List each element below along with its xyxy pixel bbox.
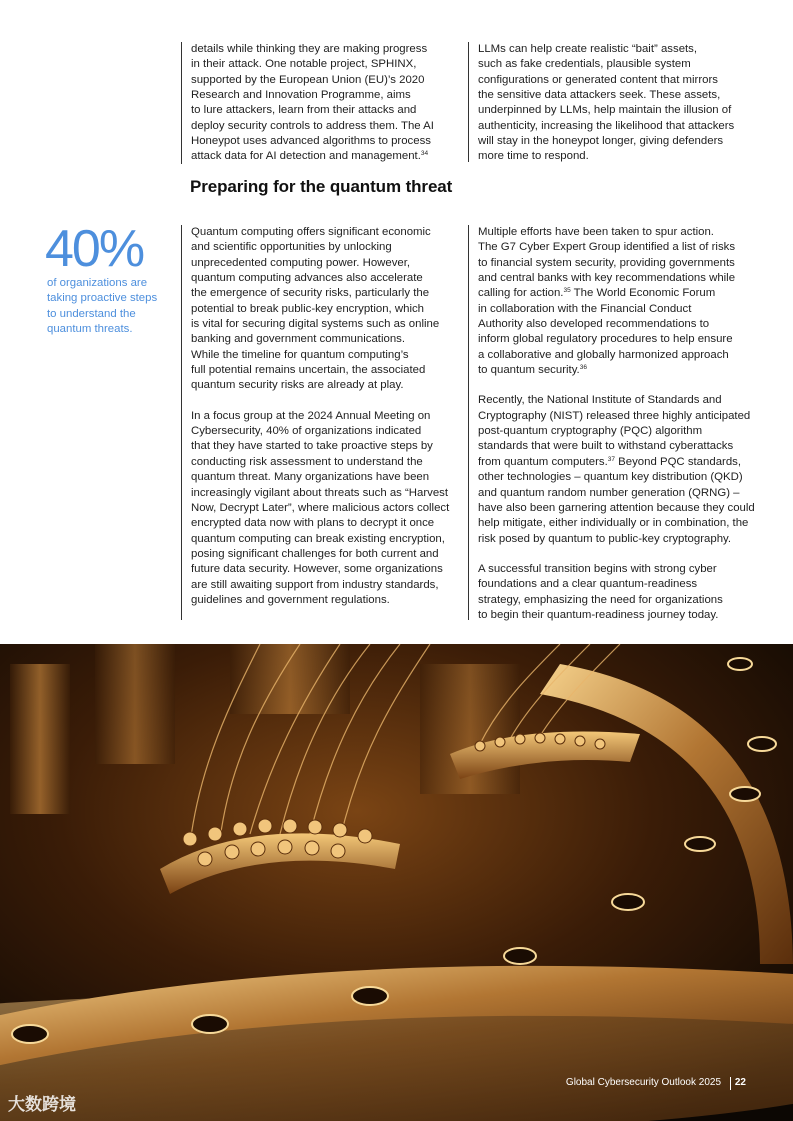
quantum-computer-photo <box>0 644 793 1121</box>
watermark: 大数跨境 <box>8 1095 76 1114</box>
column-b <box>468 225 758 620</box>
footnote-ref[interactable]: 36 <box>579 364 587 372</box>
stat-caption: of organizations are taking proactive steps to understand the quantum threats. <box>47 277 158 336</box>
column-a <box>181 225 461 620</box>
footnote-ref[interactable]: 35 <box>563 287 571 295</box>
section-heading: Preparing for the quantum threat <box>190 177 453 196</box>
page-number: 22 <box>734 1077 746 1088</box>
paragraph: Quantum computing offers significant economic and scientific opportunities by unlocking unprecedented computing power. However, quantum computing advances also accelerate the emergence of security risks, particularly the potential to break public-key encryption, which is vital for securing digital systems such as online banking and government communications. While the timeline for quantum computing’s full potential remains uncertain, the associated quantum security risks are already at play. <box>191 226 440 392</box>
footnote-ref[interactable]: 37 <box>607 455 616 463</box>
column-a-top <box>181 42 461 164</box>
column-b-top <box>468 42 758 162</box>
paragraph: In a focus group at the 2024 Annual Meeting on Cybersecurity, 40% of organizations indicated that they have started to take proactive steps by conducting risk assessment to understand the quantum threat. Many organizations have been increasingly vigilant about threats such as “Harvest Now, Decrypt Later”, where malicious actors collect encrypted data now with plans to decrypt it once quantum computing can break existing encryption, posing significant challenges for both current and future data security. However, some organizations are still awaiting support from industry standards, guidelines and government regulations. <box>191 409 450 606</box>
publication-title: Global Cybersecurity Outlook 2025 <box>565 1077 721 1088</box>
paragraph: Multiple efforts have been taken to spur action. The G7 Cyber Expert Group identified a list of risks to financial system security, providing governments and central banks with key recommendations while calling for action.$^{35}$ The World Economic Forum in collaboration with the Financial Conduct Authority also developed recommendations to inform global regulatory procedures to help ensure a collaborative and globally harmonized approach to quantum security.$^{36}$ <box>478 226 736 377</box>
stat-value: 40% <box>45 220 144 278</box>
quantum-chandelier-illustration <box>0 644 793 1121</box>
footnote-ref[interactable]: 34 <box>420 150 429 158</box>
paragraph: Recently, the National Institute of Standards and Cryptography (NIST) released three highly anticipated post-quantum cryptography (PQC) algorithm standards that were built to withstand cyberattacks from quantum computers.$^{37}$ Beyond PQC standards, other technologies – quantum key distribution (QKD) and quantum random number generation (QRNG) – have also been garnering attention because they could help mitigate, either individually or in combination, the risk posed by quantum to public-key cryptography. <box>478 394 755 545</box>
paragraph: details while thinking they are making progress in their attack. One notable project, SPHINX, supported by the European Union (EU)’s 2020 Research and Innovation Programme, aims to lure attackers, learn from their attacks and deploy security controls to address them. The AI Honeypot uses advanced algorithms to process attack data for AI detection and management.$^{34}$ <box>191 43 434 163</box>
paragraph: A successful transition begins with strong cyber foundations and a clear quantum-readiness strategy, emphasizing the need for organizations to begin their quantum-readiness journey today. <box>478 562 723 621</box>
footer-divider <box>730 1077 731 1090</box>
paragraph: LLMs can help create realistic “bait” assets, such as fake credentials, plausible system configurations or generated content that mirrors the sensitive data attackers seek. These assets, underpinned by LLMs, help maintain the illusion of authenticity, increasing the likelihood that attackers will stay in the honeypot longer, giving defenders more time to respond. <box>478 43 735 163</box>
